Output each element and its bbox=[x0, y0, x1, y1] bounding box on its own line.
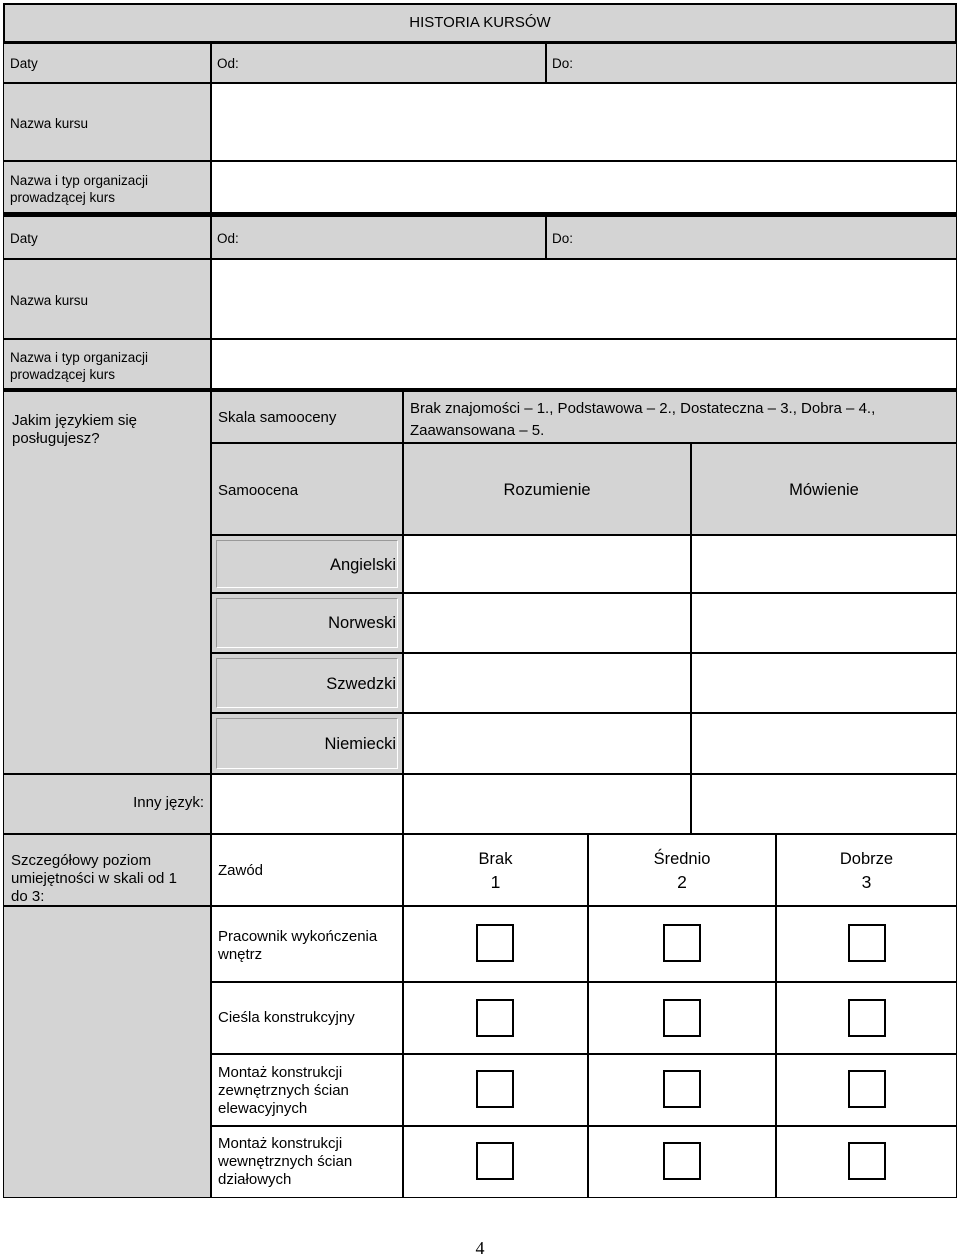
checkbox-good[interactable] bbox=[848, 924, 886, 962]
skill-cell bbox=[403, 1054, 588, 1126]
course-name-label-cell-2 bbox=[3, 259, 211, 339]
level-name: Dobrze bbox=[839, 850, 894, 868]
scale-label: Skala samooceny bbox=[218, 409, 337, 426]
skill-row-label bbox=[211, 982, 403, 1054]
date-to-field-2[interactable] bbox=[546, 216, 957, 259]
organizer-field-2[interactable] bbox=[211, 339, 957, 389]
to-label: Do: bbox=[552, 231, 574, 246]
understanding-label: Rozumienie bbox=[503, 481, 591, 499]
level-number: 1 bbox=[490, 872, 501, 892]
language-question-cell bbox=[3, 391, 211, 774]
other-language-name-field[interactable] bbox=[211, 774, 403, 834]
checkbox-average[interactable] bbox=[663, 924, 701, 962]
level-name: Średnio bbox=[653, 850, 711, 868]
understanding-header bbox=[403, 443, 691, 535]
language-row-german bbox=[211, 713, 403, 774]
german-speaking-field[interactable] bbox=[691, 713, 957, 774]
organizer-label-cell-2 bbox=[3, 339, 211, 389]
dates-label-cell-2 bbox=[3, 216, 211, 259]
english-understanding-field[interactable] bbox=[403, 535, 691, 593]
swedish-speaking-field[interactable] bbox=[691, 653, 957, 713]
skill-cell bbox=[588, 906, 776, 982]
speaking-header bbox=[691, 443, 957, 535]
dates-label-cell-1 bbox=[3, 43, 211, 83]
profession-label: Zawód bbox=[218, 862, 264, 879]
to-label: Do: bbox=[552, 56, 574, 71]
checkbox-good[interactable] bbox=[848, 1142, 886, 1180]
other-language-label: Inny język: bbox=[133, 794, 204, 811]
level-header-none bbox=[403, 834, 588, 906]
skill-cell bbox=[588, 1126, 776, 1198]
swedish-understanding-field[interactable] bbox=[403, 653, 691, 713]
level-header-good bbox=[776, 834, 957, 906]
english-speaking-field[interactable] bbox=[691, 535, 957, 593]
date-to-field-1[interactable] bbox=[546, 43, 957, 83]
skill-cell bbox=[403, 1126, 588, 1198]
skill-row-label bbox=[211, 1126, 403, 1198]
checkbox-good[interactable] bbox=[848, 999, 886, 1037]
language-question: Jakim językiem się posługujesz? bbox=[12, 412, 138, 447]
skill-name: Cieśla konstrukcyjny bbox=[218, 1009, 355, 1026]
self-assessment-header bbox=[211, 443, 403, 535]
from-label: Od: bbox=[217, 231, 239, 246]
course-name-label-cell-1 bbox=[3, 83, 211, 161]
other-language-speaking-field[interactable] bbox=[691, 774, 957, 834]
language-name: Niemiecki bbox=[324, 735, 396, 753]
dates-label: Daty bbox=[10, 56, 38, 71]
course-name-field-2[interactable] bbox=[211, 259, 957, 339]
skill-name: Montaż konstrukcji zewnętrznych ścian elewacyjnych bbox=[218, 1064, 349, 1117]
title-bar bbox=[3, 3, 957, 43]
level-number: 3 bbox=[861, 872, 872, 892]
skills-label-cell bbox=[3, 834, 211, 906]
checkbox-average[interactable] bbox=[663, 999, 701, 1037]
skill-row-label bbox=[211, 1054, 403, 1126]
checkbox-average[interactable] bbox=[663, 1142, 701, 1180]
other-language-label-cell bbox=[3, 774, 211, 834]
course-name-field-1[interactable] bbox=[211, 83, 957, 161]
skill-name: Montaż konstrukcji wewnętrznych ścian działowych bbox=[218, 1135, 353, 1188]
skill-cell bbox=[403, 982, 588, 1054]
organizer-label: Nazwa i typ organizacji prowadzącej kurs bbox=[10, 350, 149, 382]
skill-cell bbox=[776, 1054, 957, 1126]
skill-row-label bbox=[211, 906, 403, 982]
german-understanding-field[interactable] bbox=[403, 713, 691, 774]
checkbox-none[interactable] bbox=[476, 1070, 514, 1108]
skill-cell bbox=[776, 982, 957, 1054]
language-row-english bbox=[211, 535, 403, 593]
profession-header-cell bbox=[211, 834, 403, 906]
skill-cell bbox=[588, 982, 776, 1054]
course-name-label: Nazwa kursu bbox=[10, 293, 89, 308]
organizer-label-cell-1 bbox=[3, 161, 211, 213]
skill-cell bbox=[588, 1054, 776, 1126]
skill-cell bbox=[776, 906, 957, 982]
speaking-label: Mówienie bbox=[789, 481, 859, 499]
other-language-understanding-field[interactable] bbox=[403, 774, 691, 834]
skill-cell bbox=[403, 906, 588, 982]
language-name: Norweski bbox=[328, 614, 396, 632]
dates-label: Daty bbox=[10, 231, 38, 246]
self-assessment-label: Samoocena bbox=[218, 482, 299, 499]
checkbox-none[interactable] bbox=[476, 999, 514, 1037]
date-from-field-1[interactable] bbox=[211, 43, 546, 83]
organizer-label: Nazwa i typ organizacji prowadzącej kurs bbox=[10, 173, 149, 205]
from-label: Od: bbox=[217, 56, 239, 71]
norwegian-understanding-field[interactable] bbox=[403, 593, 691, 653]
language-row-swedish bbox=[211, 653, 403, 713]
checkbox-none[interactable] bbox=[476, 924, 514, 962]
level-number: 2 bbox=[677, 872, 687, 892]
checkbox-none[interactable] bbox=[476, 1142, 514, 1180]
level-header-average bbox=[588, 834, 776, 906]
checkbox-average[interactable] bbox=[663, 1070, 701, 1108]
skill-cell bbox=[776, 1126, 957, 1198]
language-name: Szwedzki bbox=[326, 675, 396, 693]
language-row-norwegian bbox=[211, 593, 403, 653]
skills-left-column bbox=[3, 906, 211, 1198]
scale-description: Brak znajomości – 1., Podstawowa – 2., Dostateczna – 3., Dobra – 4., Zaawansowana – 5. bbox=[410, 400, 876, 439]
language-name: Angielski bbox=[329, 556, 396, 574]
form-title: HISTORIA KURSÓW bbox=[409, 14, 551, 31]
scale-description-cell bbox=[403, 391, 957, 443]
course-name-label: Nazwa kursu bbox=[10, 116, 89, 131]
date-from-field-2[interactable] bbox=[211, 216, 546, 259]
checkbox-good[interactable] bbox=[848, 1070, 886, 1108]
skills-label: Szczegółowy poziom umiejętności w skali od 1 do 3: bbox=[11, 852, 177, 905]
level-name: Brak bbox=[478, 850, 513, 868]
page-number: 4 bbox=[475, 1238, 485, 1258]
norwegian-speaking-field[interactable] bbox=[691, 593, 957, 653]
skill-name: Pracownik wykończenia wnętrz bbox=[218, 928, 378, 963]
organizer-field-1[interactable] bbox=[211, 161, 957, 213]
scale-label-cell bbox=[211, 391, 403, 443]
